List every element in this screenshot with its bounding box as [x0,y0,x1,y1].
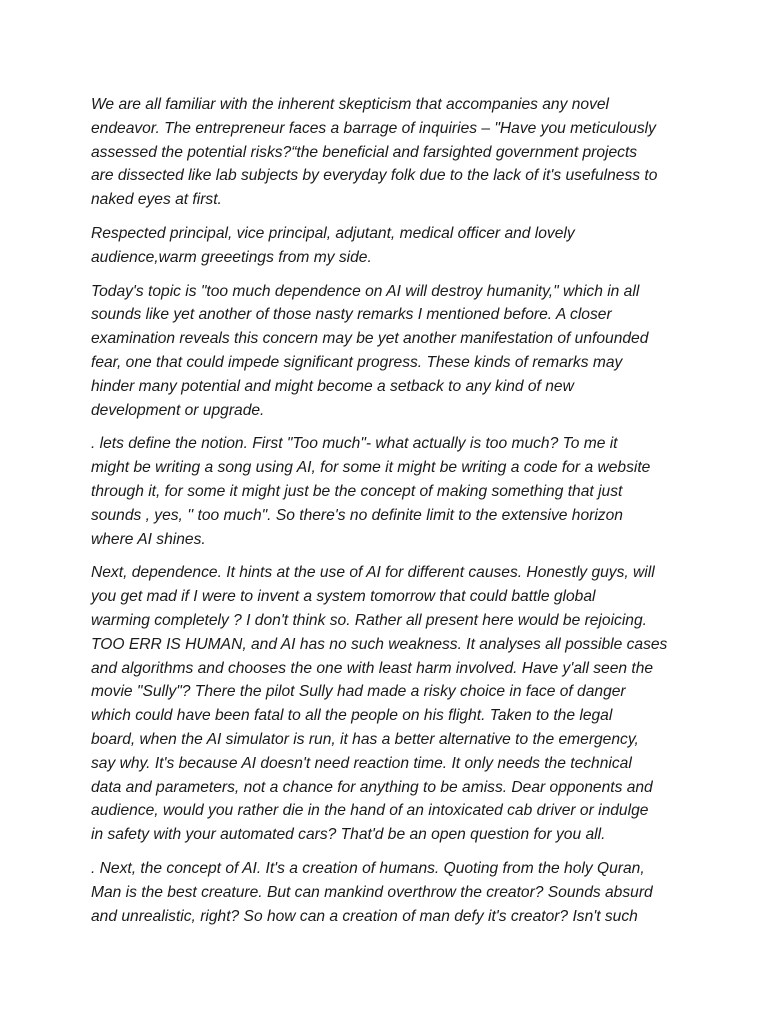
text-line: sounds like yet another of those nasty remarks I mentioned before. A closer [91,306,612,324]
text-line: board, when the AI simulator is run, it has a better alternative to the emergency, [91,730,639,748]
text-line: development or upgrade. [91,401,265,419]
text-line: sounds , yes, '' too much". So there's no definite limit to the extensive horizon [91,506,623,524]
text-line: data and parameters, not a chance for anything to be amiss. Dear opponents and [91,778,653,796]
text-line: examination reveals this concern may be yet another manifestation of unfounded [91,330,649,348]
text-line: We are all familiar with the inherent skepticism that accompanies any novel [91,96,610,113]
text-line: Next, dependence. It hints at the use of AI for different causes. Honestly guys, will [91,564,655,582]
text-line: . Next, the concept of AI. It's a creation of humans. Quoting from the holy Quran, [91,859,645,877]
text-line: audience, would you rather die in the hand of an intoxicated cab driver or indulge [91,802,649,820]
text-line: Man is the best creature. But can mankind overthrow the creator? Sounds absurd [91,883,653,901]
text-line: movie "Sully"? There the pilot Sully had made a risky choice in face of danger [91,683,626,701]
text-line: hinder many potential and might become a setback to any kind of new [91,377,574,395]
text-line: are dissected like lab subjects by everyday folk due to the lack of it's usefulness to [91,167,658,185]
text-line: you get mad if I were to invent a system tomorrow that could battle global [91,588,596,606]
text-line: where AI shines. [91,530,206,548]
text-line: naked eyes at first. [91,191,222,209]
text-line: warming completely ? I don't think so. Rather all present here would be rejoicing. [91,611,647,629]
text-line: and algorithms and chooses the one with least harm involved. Have y'all seen the [91,659,654,677]
paragraph-too-much [91,432,678,551]
paragraph-topic [91,280,678,423]
paragraph-intro [91,93,678,212]
text-line: say why. It's because AI doesn't need reaction time. It only needs the technical [91,754,632,772]
text-line: Today's topic is "too much dependence on AI will destroy humanity," which in all [91,282,640,300]
text-line: . lets define the notion. First "Too much"- what actually is too much? To me it [91,435,618,453]
text-line: audience,warm greeetings from my side. [91,248,372,266]
text-line: assessed the potential risks?“the beneficial and farsighted government projects [91,143,638,161]
text-line: fear, one that could impede significant progress. These kinds of remarks may [91,353,623,371]
text-line: through it, for some it might just be the concept of making something that just [91,482,623,500]
paragraph-concept [91,857,678,928]
text-line: Respected principal, vice principal, adjutant, medical officer and lovely [91,224,575,242]
text-line: endeavor. The entrepreneur faces a barrage of inquiries – "Have you meticulously [91,119,656,137]
text-line: might be writing a song using AI, for some it might be writing a code for a website [91,459,651,477]
paragraph-dependence [91,561,678,847]
paragraph-greeting [91,222,678,270]
text-line: which could have been fatal to all the people on his flight. Taken to the legal [91,707,613,725]
text-line: in safety with your automated cars? That'd be an open question for you all. [91,826,606,844]
text-line: TOO ERR IS HUMAN, and AI has no such weakness. It analyses all possible cases [91,635,668,653]
text-line: and unrealistic, right? So how can a creation of man defy it's creator? Isn't such [91,907,638,925]
